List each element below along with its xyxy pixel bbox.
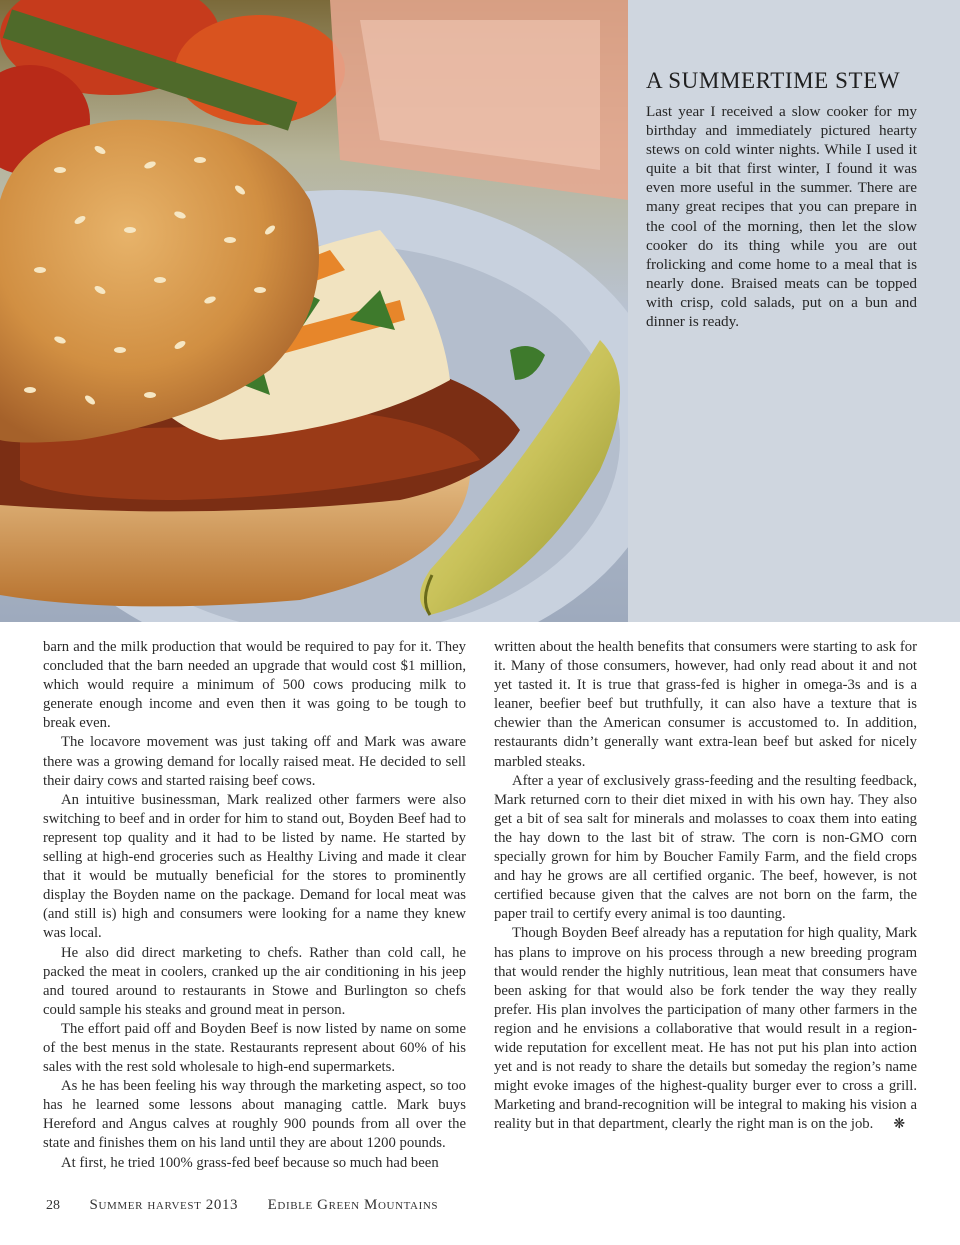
maple-leaf-icon: ❋ [893, 1117, 906, 1133]
paragraph: written about the health benefits that consumers were starting to ask for it. Many of those consumers, however, had only read about it and not yet tasted it. It is true that grass-fed is higher in omega-3s and is a leaner, beefier beef but truthfully, it can also have a texture that is chewier than the American consumer is accustomed to. In addition, restaurants didn’t generally want extra-lean beef but asked for nicely marbled steaks. [494, 639, 917, 770]
paragraph: The effort paid off and Boyden Beef is now listed by name on some of the best menus in the state. Restaurants represent about 60% of his sales with the rest sold wholesale to high-end supermarkets. [43, 1020, 466, 1076]
pulled-pork-sandwich-photo [0, 0, 628, 622]
paragraph: He also did direct marketing to chefs. Rather than cold call, he packed the meat in coolers, cranked up the air conditioning in his jeep and toured around to restaurants in Stowe and Burlington so chefs could sample his steaks and ground meat in person. [43, 944, 466, 1018]
paragraph: After a year of exclusively grass-feeding and the resulting feedback, Mark returned corn to their diet mixed in with his own hay. They also get a bit of sea salt for minerals and molasses to coax them into eating the hay down to the last bit of straw. The corn is non-GMO corn specially grown for him by Boucher Family Farm, and the field crops and hay he grows are all certified organic. The beef, however, is not certified because given that the calves are not born on the farm, the paper trail to certify every animal is too daunting. [494, 772, 917, 923]
article-photo [0, 0, 628, 622]
paragraph: barn and the milk production that would be required to pay for it. They concluded that the barn needed an upgrade that would cost $1 million, which would require a minimum of 500 cows producing milk to generate enough income and even then it was going to be tough to break even. [43, 639, 466, 732]
page-number: 28 [46, 1198, 60, 1213]
issue-label: Summer harvest 2013 [89, 1197, 239, 1213]
paragraph: The locavore movement was just taking off and Mark was aware there was a growing demand for locally raised meat. He decided to sell their dairy cows and started raising beef cows. [43, 734, 466, 789]
publication-name: Edible Green Mountains [267, 1197, 439, 1213]
page-footer [46, 1197, 464, 1214]
sidebar-body: Last year I received a slow cooker for my birthday and immediately pictured hearty stews on cold winter nights. While I used it quite a bit that first winter, I found it was even more useful in the summer. There are many great recipes that you can prepare in the cool of the morning, then let the slow cooker do its thing while you are out frolicking and come home to a meal that is nearly done. Braised meats can be topped with crisp, cold salads, put on a bun and dinner is ready. [646, 103, 917, 331]
sidebar-box [628, 0, 960, 622]
right-column [494, 638, 917, 1134]
paragraph-text: Though Boyden Beef already has a reputation for high quality, Mark has plans to improve on his process through a new breeding program that would render the highly nutritious, lean meat that consumers have been asking for that would also be fork tender the way they really prefer. His plan involves the participation of many other farmers in the region and he envisions a collaborative that would result in a region-wide reputation for excellent meat. He has not put his plan into action yet and is not ready to share the details but someday the region’s name might evoke images of the highest-quality burger ever to cross a grill. Marketing and brand-recognition will be integral to making his vision a reality but in that department, clearly the right man is on the job. [494, 925, 917, 1133]
paragraph: As he has been feeling his way through the marketing aspect, so too has he learned some lessons about managing cattle. Mark buys Hereford and Angus calves at roughly 900 pounds from all over the state and finishes them on his land until they are about 1200 pounds. [43, 1078, 466, 1152]
paragraph [494, 924, 917, 1134]
paragraph: At first, he tried 100% grass-fed beef because so much had been [61, 1154, 439, 1171]
left-column [43, 638, 466, 1173]
sidebar-title: A SUMMERTIME STEW [646, 68, 901, 93]
paragraph: An intuitive businessman, Mark realized other farmers were also switching to beef and in order for him to stand out, Boyden Beef had to represent top quality and it had to be listed by name. He started by selling at high-end groceries such as Healthy Living and made it clear that it would be mutually beneficial for the stores to prominently display the Boyden name on the package. Demand for local meat was (and still is) high and consumers were looking for a name they knew was local. [43, 791, 466, 942]
